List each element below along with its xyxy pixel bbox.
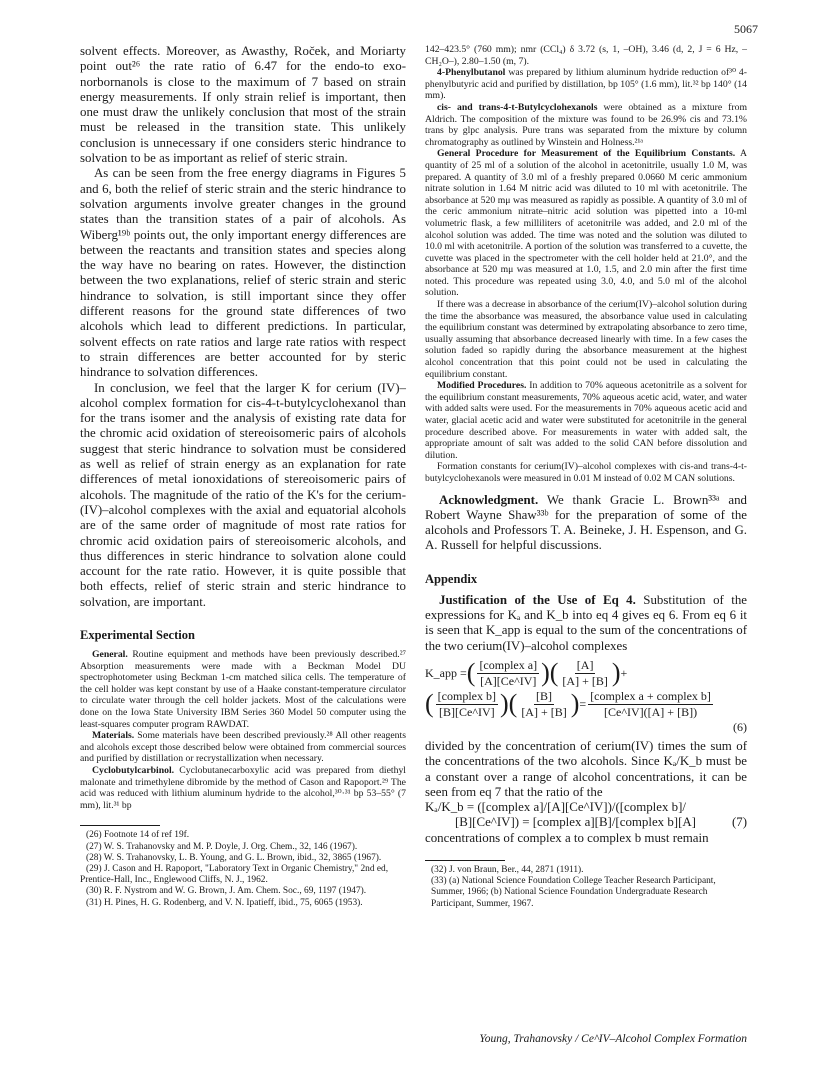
equation-6 xyxy=(425,658,747,735)
paragraph-text: Some materials have been described previously.²⁸ All other reagents and alcohols except those described below were obtained from commercial sources and purified by distillation or recrystallization when necessary. xyxy=(80,730,406,765)
paragraph: divided by the concentration of cerium(IV) times the sum of the concentrations of the two alcohols. Since Kₐ/K_b must be a constant over a range of alcohol concentrations, it can be seen from eq 7 that the ratio of the xyxy=(425,738,747,799)
paragraph-phenylbutanol xyxy=(425,67,747,102)
paren: ( xyxy=(466,658,476,688)
footnote-rule xyxy=(80,825,160,826)
paragraph-text: was prepared by lithium aluminum hydride reduction of³⁰ 4-phenylbutyric acid and purified by distillation, bp 105° (1.6 mm), lit.³² bp 140° (14 mm). xyxy=(425,67,747,102)
footnote: (28) W. S. Trahanovsky, L. B. Young, and G. L. Brown, ibid., 32, 3865 (1967). xyxy=(86,852,382,863)
left-column xyxy=(80,44,406,909)
footnote: (30) R. F. Nystrom and W. G. Brown, J. Am. Chem. Soc., 69, 1197 (1947). xyxy=(86,886,367,897)
paragraph-text: were obtained as a mixture from Aldrich. The composition of the mixture was found to be 26.9% cis and 73.1% trans by glpc analysis. Pure trans was separated from the mixture by column chromatography as outlined by Winstein and Holness.²¹ᵃ xyxy=(425,101,747,148)
paragraph-cyclobutylcarbinol xyxy=(80,765,406,811)
footnote-rule xyxy=(425,860,505,861)
running-footer: Young, Trahanovsky / Ce^IV–Alcohol Complex Formation xyxy=(479,1033,747,1045)
run-in-heading: Modified Procedures. xyxy=(437,380,527,392)
paragraph-butylcyclohexanols xyxy=(425,102,747,148)
numerator: [complex a + complex b] xyxy=(590,688,711,703)
paragraph-text: Cyclobutanecarboxylic acid was prepared from diethyl malonate and trimethylene dibromide by the method of Cason and Rapoport.²⁹ The acid was reduced with lithium aluminum hydride to the alcohol,³⁰·³¹ bp 53–55° (7 mm), lit.³¹ bp xyxy=(80,764,406,811)
run-in-heading: Acknowledgment. xyxy=(439,492,539,507)
run-in-heading: Justification of the Use of Eq 4. xyxy=(439,592,636,607)
run-in-heading: General. xyxy=(92,648,128,660)
footnote: (31) H. Pines, H. G. Rodenberg, and V. N. Ipatieff, ibid., 75, 6065 (1953). xyxy=(86,897,363,908)
paren: ) xyxy=(611,658,621,688)
run-in-heading: cis- and trans-4-t-Butylcyclohexanols xyxy=(437,101,598,113)
paragraph: In conclusion, we feel that the larger K for cerium (IV)–alcohol complex formation for cis-4-t-butylcyclohexanol than for the trans isomer and the analysis of existing rate data for the chromic acid oxidation of stereoisomeric pairs of alcohols suggest that steric hindrance to solvation must be considered as well as relief of strain energy as an explanation for rate differences of metal ionoxidations of stereoisomeric pairs of alcohols. The magnitude of the ratio of the K's for the cerium-(IV)–alcohol complexes with the axial and equatorial alcohols are of the same order of magnitude of most rate ratios for chromic acid oxidation pairs of stereoisomeric alcohols, and thus differences in steric hindrance to solvation alone could account for the rate ratio. However, it is quite possible that both effects, relief of steric strain and steric hindrance to solvation, are important. xyxy=(80,380,406,609)
numerator: [A] xyxy=(576,657,594,672)
equation-7-line: Kₐ/K_b = ([complex a]/[A][Ce^IV])/([complex b]/ xyxy=(425,800,686,815)
paragraph-text: Substitution of the expressions for Kₐ and K_b into eq 4 gives eq 6. From eq 6 it is seen that K_app is equal to the sum of the concentrations of the two cerium(IV)–alcohol complexes xyxy=(425,592,747,653)
denominator: [A] + [B] xyxy=(562,673,608,688)
numerator: [complex b] xyxy=(437,688,496,703)
equation-7-line: [B][Ce^IV]) = [complex a][B]/[complex b][A] xyxy=(455,815,696,830)
paren: )( xyxy=(499,689,518,719)
section-heading: Appendix xyxy=(425,571,478,586)
paragraph: concentrations of complex a to complex b must remain xyxy=(425,830,709,845)
run-in-heading: General Procedure for Measurement of the Equilibrium Constants. xyxy=(437,148,736,160)
paragraph-text: Routine equipment and methods have been previously described.²⁷ Absorption measurements were made with a Beckman Model DU spectrophotometer using Beckman 1-cm matched silica cells. The temperature of the cell holder was kept constant by use of a Haake constant-temperature circulator to circulate water through the cell holder jackets. Most of the calculations were done on the Iowa State University IBM Series 360 Model 50 computer using the least-squares computer program RAWDAT. xyxy=(80,648,406,730)
paragraph: Formation constants for cerium(IV)–alcohol complexes with cis-and trans-4-t-butylcyclohexanols were measured in 0.01 M instead of 0.02 M CAN solutions. xyxy=(425,461,747,484)
paren: ( xyxy=(425,689,434,719)
section-heading: Experimental Section xyxy=(80,627,195,642)
paragraph: As can be seen from the free energy diagrams in Figures 5 and 6, both the relief of steric strain and the steric hindrance to solvation arguments involve greater changes in the ground states than the transition states of a pair of alcohols. As Wiberg¹⁹ᵇ points out, the only important energy differences are between the reactants and transition states and species along the way have no bearing on rates. However, the distinction between the two explanations, relief of steric strain and steric hindrance to solvation, is still important since they offer different reasons for the ground state differences of two alcohols which lead to different predictions. In particular, solvent effects on rate ratios and large rate ratios with respect to strain differences are better accounted for by steric hindrance to solvation differences. xyxy=(80,166,406,380)
fraction xyxy=(436,689,498,720)
right-column xyxy=(425,44,747,910)
paren: )( xyxy=(541,658,559,688)
paragraph-general xyxy=(80,649,406,730)
footnote: (29) J. Cason and H. Rapoport, "Laboratory Text in Organic Chemistry," 2nd ed, Prentice-Hall, Inc., Englewood Cliffs, N. J., 1962. xyxy=(80,863,389,886)
footnote: (26) Footnote 14 of ref 19f. xyxy=(86,830,190,841)
equals-sign: = xyxy=(579,696,587,711)
paragraph: 142–423.5° (760 mm); nmr (CCl₄) δ 3.72 (s, 1, –OH), 3.46 (d, 2, J = 6 Hz, –CH₂O–), 2.80–1.50 (m, 7). xyxy=(425,44,747,67)
footnote: (33) (a) National Science Foundation College Teacher Research Participant, Summer, 1966; (b) National Science Foundation Undergraduate Research Participant, Summer, 1967. xyxy=(431,876,716,909)
denominator: [A] + [B] xyxy=(521,704,567,719)
run-in-heading: Cyclobutylcarbinol. xyxy=(92,764,175,776)
equation-lhs: K_app = xyxy=(425,665,467,680)
plus-sign: + xyxy=(620,665,628,680)
denominator: [A][Ce^IV] xyxy=(480,673,537,688)
numerator: [B] xyxy=(536,688,553,703)
run-in-heading: 4-Phenylbutanol xyxy=(437,67,506,79)
fraction xyxy=(560,658,609,689)
equation-row xyxy=(425,658,747,689)
numerator: [complex a] xyxy=(479,657,538,672)
paragraph-text: In addition to 70% aqueous acetonitrile as a solvent for the equilibrium constant measurements, 70% aqueous acetic acid, water, and water with added salts were used. For the measurements in 70% aqueous acetic acid and water, glacial acetic acid and water were substituted for acetonitrile in the general procedure described above. For measurements in water with added salt, the appropriate amount of salt was added to the solid CAN before dissolution and dilution. xyxy=(425,380,747,461)
equation-number: (6) xyxy=(733,719,747,734)
denominator: [B][Ce^IV] xyxy=(439,704,495,719)
equation-row xyxy=(425,689,747,720)
paren: ) xyxy=(570,689,580,719)
equation-number: (7) xyxy=(731,815,747,830)
paragraph-materials xyxy=(80,730,406,765)
footnote: (32) J. von Braun, Ber., 44, 2871 (1911). xyxy=(431,865,584,876)
fraction xyxy=(519,689,568,720)
denominator: [Ce^IV]([A] + [B]) xyxy=(604,704,698,719)
footnote: (27) W. S. Trahanovsky and M. P. Doyle, J. Org. Chem., 32, 146 (1967). xyxy=(86,841,358,852)
paragraph-text: A quantity of 25 ml of a solution of the alcohol in acetonitrile, usually 1.0 M, was prepared. A quantity of 3.0 ml of a freshly prepared 0.0660 M ceric ammonium nitrate solution in 1.64 M nitric acid was diluted to 10 ml with acetonitrile. The absorbance at 520 mμ was measured as rapidly as possible. A quantity of 3.0 ml of the ceric ammonium nitrate–nitric acid solution was pipetted into a 10-ml volumetric flask, a few milliliters of acetonitrile was added, and 2.0 ml of the alcohol solution was added. The time was noted and the solution was diluted to 10.0 ml with acetonitrile. A portion of the solution was transferred to a cuvette, the cuvette was placed in the spectrometer with the cell holder held at 21.0°, and the absorbance at 520 mμ was measured at 1.0, 1.5, and 2.0 min after the first time noted. This procedure was repeated using 3.0, 4.0, and 5.0 ml of the alcohol solution. xyxy=(425,148,747,299)
paragraph-modified-procedures xyxy=(425,380,747,461)
page-number: 5067 xyxy=(734,22,758,36)
paragraph-acknowledgment xyxy=(425,493,747,554)
paragraph-justification xyxy=(425,593,747,654)
fraction xyxy=(477,658,539,689)
equation-7-row xyxy=(425,815,747,830)
run-in-heading: Materials. xyxy=(92,730,135,742)
paragraph-general-procedure xyxy=(425,148,747,299)
paragraph: solvent effects. Moreover, as Awasthy, Roček, and Moriarty point out²⁶ the rate ratio of 6.47 for the endo-to exo-norbornanols is close to the maximum of 7 based on strain energy measurements. If only strain relief is important, then one must draw the unlikely conclusion that most of the strain must be released in the transition state. This unlikely conclusion is unnecessary if one considers steric hindrance to solvation to be as important as relief of steric strain. xyxy=(80,44,406,166)
paragraph: If there was a decrease in absorbance of the cerium(IV)–alcohol solution during the time the absorbance was measured, the absorbance value used in calculating the equilibrium constant was determined by extrapolating absorbance to zero time, usually assuming that absorbance decreased linearly with time. In a few cases the solution faded so rapidly during the absorbance measurement at the highest alcohol concentration that this point could not be used in calculating the equilibrium constant. xyxy=(425,299,747,380)
fraction xyxy=(588,689,713,720)
paragraph-text: We thank Gracie L. Brown³³ᵃ and Robert Wayne Shaw³³ᵇ for the preparation of some of the alcohols and Professors T. A. Beineke, J. H. Espenson, and G. A. Russell for helpful discussions. xyxy=(425,492,747,553)
